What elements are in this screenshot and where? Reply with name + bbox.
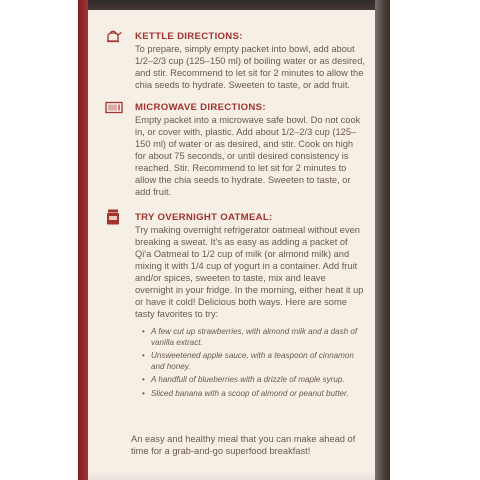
list-item: • A handfull of blueberries with a drizzle of maple syrup. <box>151 375 365 386</box>
kettle-heading: KETTLE DIRECTIONS: <box>135 30 243 42</box>
closing-text: An easy and healthy meal that you can make ahead of time for a grab-and-go superfood breakfast! <box>131 434 356 456</box>
kettle-section <box>105 29 365 91</box>
overnight-heading: TRY OVERNIGHT OATMEAL: <box>135 211 273 223</box>
microwave-section <box>105 100 365 198</box>
microwave-directions-text: Empty packet into a microwave safe bowl. Do not cook in, or cover with, plastic. Add about 1/2–2/3 cup (125–150 ml) of water or as desired, and stir. Cook on high for about 75 seconds, or until desired consistency is reached. Stir. Recommend to let sit for 2 minutes to allow the chia seeds to hydrate. Sweeten to taste, or add fruit. <box>135 115 361 197</box>
box-right-edge <box>375 0 390 480</box>
kettle-directions-text: To prepare, simply empty packet into bowl, add about 1/2–2/3 cup (125–150 ml) of boiling water or as desired, and stir. Recommend to let sit for 2 minutes to allow the chia seeds to hydrate. Sweeten to taste, or add fruit. <box>135 44 365 90</box>
kettle-icon <box>105 29 125 43</box>
microwave-heading-row <box>105 100 365 114</box>
microwave-heading: MICROWAVE DIRECTIONS: <box>135 101 266 113</box>
list-item: • Sliced banana with a scoop of almond or peanut butter. <box>151 389 365 400</box>
list-item: • Unsweetened apple sauce, with a teaspoon of cinnamon and honey. <box>151 351 365 372</box>
microwave-icon <box>105 100 125 114</box>
overnight-section <box>105 210 365 402</box>
jar-icon <box>105 210 125 224</box>
box-left-edge <box>78 0 88 480</box>
overnight-directions-text: Try making overnight refrigerator oatmeal without even breaking a sweat. It's as easy as adding a packet of Qi'a Oatmeal to 1/2 cup of milk (or almond milk) and mixing it with 1/4 cup of yogurt in a container. Add fruit and/or spices, sweeten to taste, mix and leave overnight in your fridge. In the morning, either heat it up or have it cold! Delicious both ways. Here are some tasty favorites to try: <box>135 225 364 319</box>
list-item: • A few cut up strawberries, with almond milk and a dash of vanilla extract. <box>151 327 365 348</box>
kettle-heading-row <box>105 29 365 43</box>
overnight-heading-row <box>105 210 365 224</box>
box-bottom-shade <box>87 470 375 480</box>
favorites-list <box>151 327 365 399</box>
